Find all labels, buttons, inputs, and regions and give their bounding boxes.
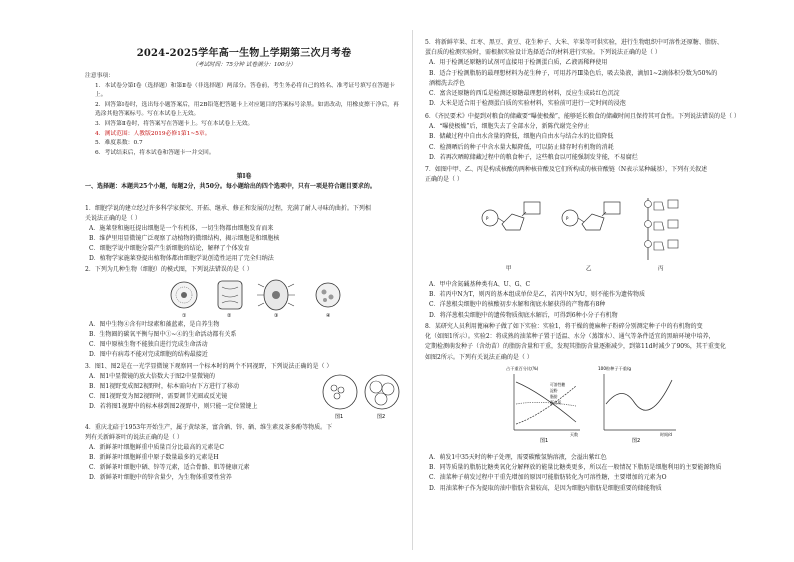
note-item: 3．回答第Ⅱ卷时，将答案写在答题卡上。写在本试卷上无效。 [95,120,254,127]
chart2-ylabel: 100粒种子干重/g [598,366,631,371]
q7-option-a[interactable]: A．甲中含氮碱基种类有A、U、G、C [429,281,531,288]
question-4 [85,423,403,483]
fig-label: ① [182,313,187,319]
q2-option-d[interactable]: D．图中有病毒不能对完成细胞的结构最接近 [89,351,208,358]
q8-option-b[interactable]: B．同等质量的脂肪比糖类氧化分解释放的能量比糖类更多，所以在一般情况下脂肪是细胞利用的主要能源物质 [429,464,722,472]
chart1-xlabel: 天数 [570,432,578,437]
q3-option-d[interactable]: D．若将图1视野中的标本移到图2视野中，则只能一定位置键上 [89,403,258,410]
chart1-legend: 脂肪 [550,394,558,399]
q6-stem: 6．《齐民要术》中提到对粮食的储藏要“曝使极燥”，能够延长粮食的储藏时间且保持其可食性。下列说法错误的是（ ） [425,113,740,120]
fig-label: 图2 [377,414,386,420]
q8-stem: 定期检测萌发种子（含幼苗）的脂肪含量和干重，发现其脂肪含量逐渐减少，到第11d时减少了90%，其干重变化 [425,343,726,351]
fig-label: 甲 [506,266,512,272]
section1 [85,172,403,192]
fig-label: ③ [274,313,279,319]
fig-label: 图2 [632,438,641,444]
section-heading: 第Ⅰ卷 [236,173,252,180]
q5-stem: 蛋白质的检测实验时，需根据实验设计选择适合的材料进行实验。下列说法正确的是（ ） [425,49,661,57]
q5-option-a[interactable]: A．用于检测还原糖的试剂可直接用于检测蛋白质，乙液需稀释使用 [429,59,608,67]
q7-stem: 正确的是（ ） [425,176,463,184]
q2-stem: 2．下列为几种生物（细胞）的模式图，下列说法错误的是（ ） [85,266,253,273]
q6-option-b[interactable]: B．储藏过程中自由水含量的降低，细胞内自由水与结合水的比值降低 [429,133,614,141]
section-instruction: 一、选择题：本题共25个小题，每题2分，共50分。每小题给出的四个选项中，只有一项是符合题目要求的。 [85,183,376,190]
q4-option-c[interactable]: C．新鲜茶叶细胞中硒、锌等元素，适合骨骼、肌等健康元素 [89,464,250,471]
note-item: 2．回答第Ⅰ卷时，选出每小题答案后，用2B铅笔把答题卡上对应题目的答案标号涂黑。如需改动，用橡皮擦干净后，再选涂其他答案标号。写在本试卷上无效。 [95,101,399,118]
chart1-curve [516,386,576,424]
organism-1 [171,282,197,319]
q5-stem: 5．将新鲜苹果、红枣、黑豆、黄豆、花生种子、大米、苹果等可供实验，进行生物组织中可溶性还原糖、脂肪、 [425,39,723,46]
q6-option-c[interactable]: C．检测晒后的种子中含水量大幅降低，可以防止储存时有机物的消耗 [429,143,614,151]
svg-text:P: P [486,216,489,221]
fig-label: 图1 [335,414,344,420]
organism-4 [316,283,340,319]
note-item: 4．测试范围：人教版2019必修1第1~5章。 [95,130,211,137]
q8-stem: 如图2所示。下列有关说法正确的是（ ） [425,353,533,361]
q1-option-c[interactable]: C．细胞学说中细胞分裂产生新细胞的结论，解释了个体发育 [89,245,250,252]
chart1-ylabel: 占干重百分比(%) [506,366,539,371]
fig-label: ④ [326,313,331,319]
note-item: 6．考试结束后，将本试卷和答题卡一并交回。 [95,149,215,156]
q6-option-d[interactable]: D．若再次晒晾储藏过程中的粮食种子，这些粮食以可能强制发芽能，不易腐烂 [429,153,638,161]
chart-1 [506,365,580,444]
q8-option-c[interactable]: C．油菜种子萌发过程中干重先增加的原因可能脂肪转化为可溶性糖，主要增加的元素为O [429,474,667,482]
fig-label: 图1 [540,438,549,444]
chart1-curve [516,402,576,406]
q4-option-b[interactable]: B．新鲜茶叶细胞鲜重中原子数量最多的元素是H [89,454,219,461]
question-8 [425,322,765,363]
q2-option-a[interactable]: A．图中生物④含有叶绿素和藻蓝素，是自养生物 [89,321,220,328]
organism-3 [257,280,295,319]
question-2 [85,265,403,275]
q8-charts [500,364,680,444]
view-1 [323,375,357,420]
q8-stem: 8．某研究人员利用蓖麻种子做了如下实验：实验1，将干燥的蓖麻种子粉碎分别测定种子中的有机物的变 [425,323,703,330]
q7-option-b[interactable]: B．若丙中N为T，则丙的基本组成单位是乙，若丙中N为U，则不能作为遗传物质 [429,291,645,299]
q7-option-c[interactable]: C．洋葱根尖细胞中的核酸初步水解和彻底水解获得的产物都有8种 [429,301,606,309]
q3-option-a[interactable]: A．图1中显微镜的放大倍数大于图2中显微镜的 [89,373,215,380]
column-divider [412,30,413,550]
q4-stem: 4．重庆北碚于1953年开始生产，属于黄绿茶，富含硒、锌、硒、维生素及茶多酚等物质。下 [85,424,333,431]
chart-2 [598,365,676,444]
svg-text:P: P [566,216,569,221]
q8-option-d[interactable]: D．用油菜种子作为提取的油中脂肪含量较高，是因为细胞内脂肪是细胞重要的储能物质 [429,484,662,492]
view-2 [365,375,399,420]
q7-option-d[interactable]: D．将洋葱根尖细胞中的遗传物质彻底水解后，可得到6种小分子有机物 [429,311,618,319]
fig-label: ② [227,313,232,319]
q1-option-d[interactable]: D．植物学家施莱登提出植物体都由细胞学说创造性运用了完全归纳法 [89,255,274,262]
nucleotide-jia [482,202,540,272]
nucleotide-yi [562,202,620,272]
fig-label: 丙 [658,266,664,272]
chart1-legend: 可溶性糖 [550,382,566,387]
question-6 [425,112,765,163]
question-5 [425,38,765,109]
q1-option-a[interactable]: A．施莱登和施旺提出细胞是一个有机体，一切生物都由细胞发育而来 [89,225,274,232]
q2-cell-figure [168,277,358,321]
q4-option-d[interactable]: D．新鲜茶叶细胞中的锌含量少，为生物体重要性营养 [89,474,232,481]
q5-option-d[interactable]: D．大米是适合用于检测蛋白质的实验材料，实验前可进行一定时间的浸泡 [429,100,626,108]
q1-stem: 关说法正确的是（ ） [85,215,141,222]
note-item: 1．本试卷分第Ⅰ卷（选择题）和第Ⅱ卷（非选择题）两部分。答卷前，考生务必将自己的姓名、准考证号填写在答题卡上。 [95,82,395,99]
chart2-xlabel: 时间/d [660,432,672,437]
chart1-legend: 淀粉 [550,388,558,393]
q1-option-b[interactable]: B．维萨里用显微镜广泛观察了动植物的微细结构，揭示细胞是和细胞核 [89,235,280,242]
q2-option-c[interactable]: C．图中原核生物不能独自进行完成生命活动 [89,341,208,348]
q5-option-c[interactable]: C．富含还原糖的西瓜是检测还原糖最理想的材料，反应生成砖红色沉淀 [429,90,620,98]
q6-option-a[interactable]: A．“曝使极燥”后，细胞失去了全部水分，新陈代谢完全停止 [429,123,590,131]
q3-option-c[interactable]: C．图1视野变为图2视野时，需要调节光圈或反光镜 [89,393,228,400]
page-title: 2024-2025学年高一生物上学期第三次月考卷 [136,48,352,59]
q2-options [85,320,403,360]
chart2-curve [606,380,672,410]
q5-option-b-cont: 酒精洗去浮色 [429,79,466,87]
nucleotide-chain-bing [645,198,679,272]
note-item: 5．难度系数：0.7 [95,140,143,147]
fig-label: 乙 [586,266,592,272]
q1-stem: 1．细胞学说的建立经过许多科学家探究、开拓、继承、修正和发展的过程，充满了耐人寻味的曲折。下列相 [85,205,371,212]
q8-stem: 化（如图1所示）。实验2：将成熟的油菜种子置于适温、水分（蒸馏水）、通气等条件适宜的黑暗环境中培养， [425,333,715,341]
q8-option-a[interactable]: A．萌发1中35天时的种子处理，需要碳酸氢钠溶液，会溢出紫红色 [429,454,607,461]
organism-2 [218,281,242,319]
q5-option-b[interactable]: B．适合于检测脂肪的最理想材料为花生种子，可用苏丹Ⅲ染色后，吸去染液，滴加1~2滴体积分数为50%的 [429,69,718,77]
q4-stem: 列有关新鲜茶叶的说法正确的是（ ） [85,434,183,441]
chart1-curve [516,382,576,422]
q3-stem: 3．图1、图2是在一光学显微镜下观察同一个标本时的两个不同视野，下列说法正确的是（ ） [85,363,333,370]
notes-block [85,72,403,158]
q7-nucleotide-figure [478,188,708,280]
q7-stem: 7．如图中甲、乙、丙是构成核酸的两种核苷酸及它们所构成的核苷酸链（N表示某种碱基），下列有关叙述 [425,166,708,173]
notes-heading: 注意事项： [85,73,114,79]
question-1 [85,204,403,264]
q4-option-a[interactable]: A．新鲜茶叶细胞鲜重中质量百分比最高的元素是C [89,444,224,451]
question-7 [425,165,765,185]
q3-option-b[interactable]: B．图1视野变成图2视野时，标本需向右下方进行了移动 [89,383,240,390]
page-subtitle: （考试时间：75分钟 试卷满分：100分） [192,62,296,68]
q3-microscope-figure [320,372,404,422]
q2-option-b[interactable]: B．生物圈的碳氧平衡与图中①~④的生命活动都有关系 [89,331,237,338]
q8-options [425,453,765,494]
chart1-legend: 蛋白质 [550,400,562,405]
q7-options [425,280,765,321]
